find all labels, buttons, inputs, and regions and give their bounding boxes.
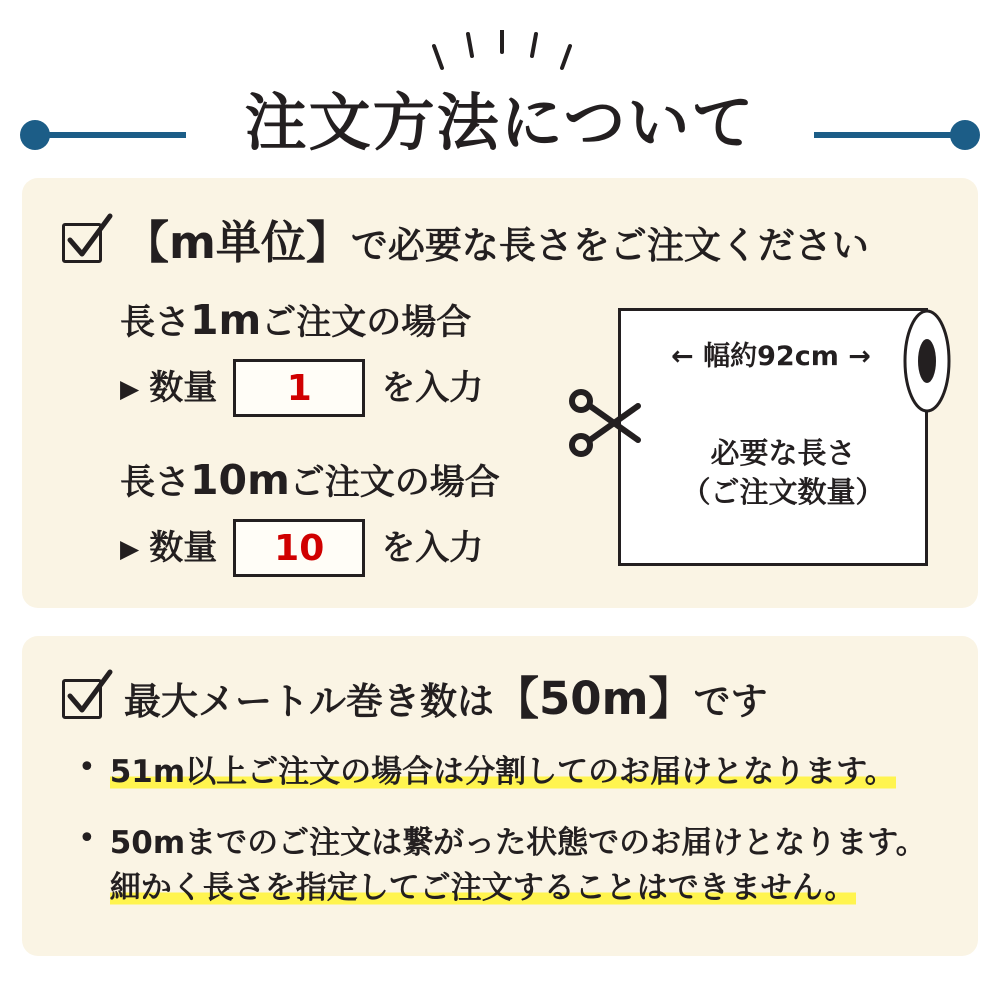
- order-example-2: [120, 456, 500, 577]
- order-example-1-label: [120, 296, 483, 344]
- page-title: 注文方法について: [244, 86, 756, 159]
- bullet-line: 51m以上ご注文の場合は分割してのお届けとなります。: [109, 754, 896, 790]
- order-example-2-qty-label: 数量: [149, 528, 218, 568]
- roll-need-line-1: 必要な長さ: [710, 436, 856, 470]
- wallpaper-roll-illustration: [568, 296, 958, 586]
- bullet-line: 細かく長さを指定してご注文することはできません。: [109, 869, 856, 906]
- list-item: [78, 821, 958, 911]
- bullet-text: [110, 750, 896, 795]
- bullet-dot-icon: •: [78, 750, 96, 785]
- order-heading-text: [124, 216, 869, 269]
- arrow-right-icon: ▶: [120, 373, 140, 403]
- order-example-2-row: [120, 519, 500, 577]
- order-method-panel: [22, 178, 978, 608]
- order-heading-bracket: 【m単位】: [124, 216, 351, 269]
- sparkle-icon: [432, 30, 572, 75]
- order-heading-row: [62, 216, 869, 269]
- scissors-icon: [568, 388, 648, 458]
- quantity-input-2[interactable]: 10: [233, 519, 365, 577]
- checkbox-icon: [62, 223, 102, 263]
- order-example-2-label-num: 10m: [190, 456, 290, 504]
- max-heading-head: 最大メートル巻き数は: [124, 680, 494, 723]
- roll-need-line-2: （ご注文数量）: [681, 475, 885, 510]
- max-heading-tail: です: [693, 680, 768, 723]
- order-example-2-label-tail: ご注文の場合: [289, 463, 500, 503]
- order-example-2-enter: を入力: [381, 528, 484, 568]
- order-example-1-label-head: 長さ: [120, 303, 191, 343]
- roll-need-label: [648, 434, 918, 512]
- bullet-line: 50mまでのご注文は繋がった状態でのお届けとなります。: [109, 824, 927, 861]
- order-example-1-enter: を入力: [381, 368, 484, 408]
- order-example-1-row: [120, 359, 483, 417]
- roll-width-label: ← 幅約92cm →: [671, 341, 871, 372]
- max-heading-bracket: 【50m】: [494, 672, 694, 725]
- max-heading-row: [62, 672, 768, 725]
- order-example-1-label-num: 1m: [190, 296, 262, 344]
- page-header: [0, 20, 1000, 170]
- max-heading-text: [124, 672, 768, 725]
- order-example-2-label-head: 長さ: [120, 463, 191, 503]
- list-item: [78, 750, 958, 795]
- order-example-2-label: [120, 456, 500, 504]
- bullet-text: [110, 821, 927, 911]
- checkbox-icon: [62, 679, 102, 719]
- order-example-1-label-tail: ご注文の場合: [261, 303, 472, 343]
- max-length-bullet-list: [78, 750, 958, 937]
- order-example-1-qty-label: 数量: [149, 368, 218, 408]
- order-heading-rest: で必要な長さをご注文ください: [350, 224, 869, 267]
- order-example-1: [120, 296, 484, 417]
- bullet-dot-icon: •: [78, 820, 96, 856]
- quantity-input-1[interactable]: 1: [233, 359, 365, 417]
- arrow-right-icon: ▶: [120, 533, 140, 563]
